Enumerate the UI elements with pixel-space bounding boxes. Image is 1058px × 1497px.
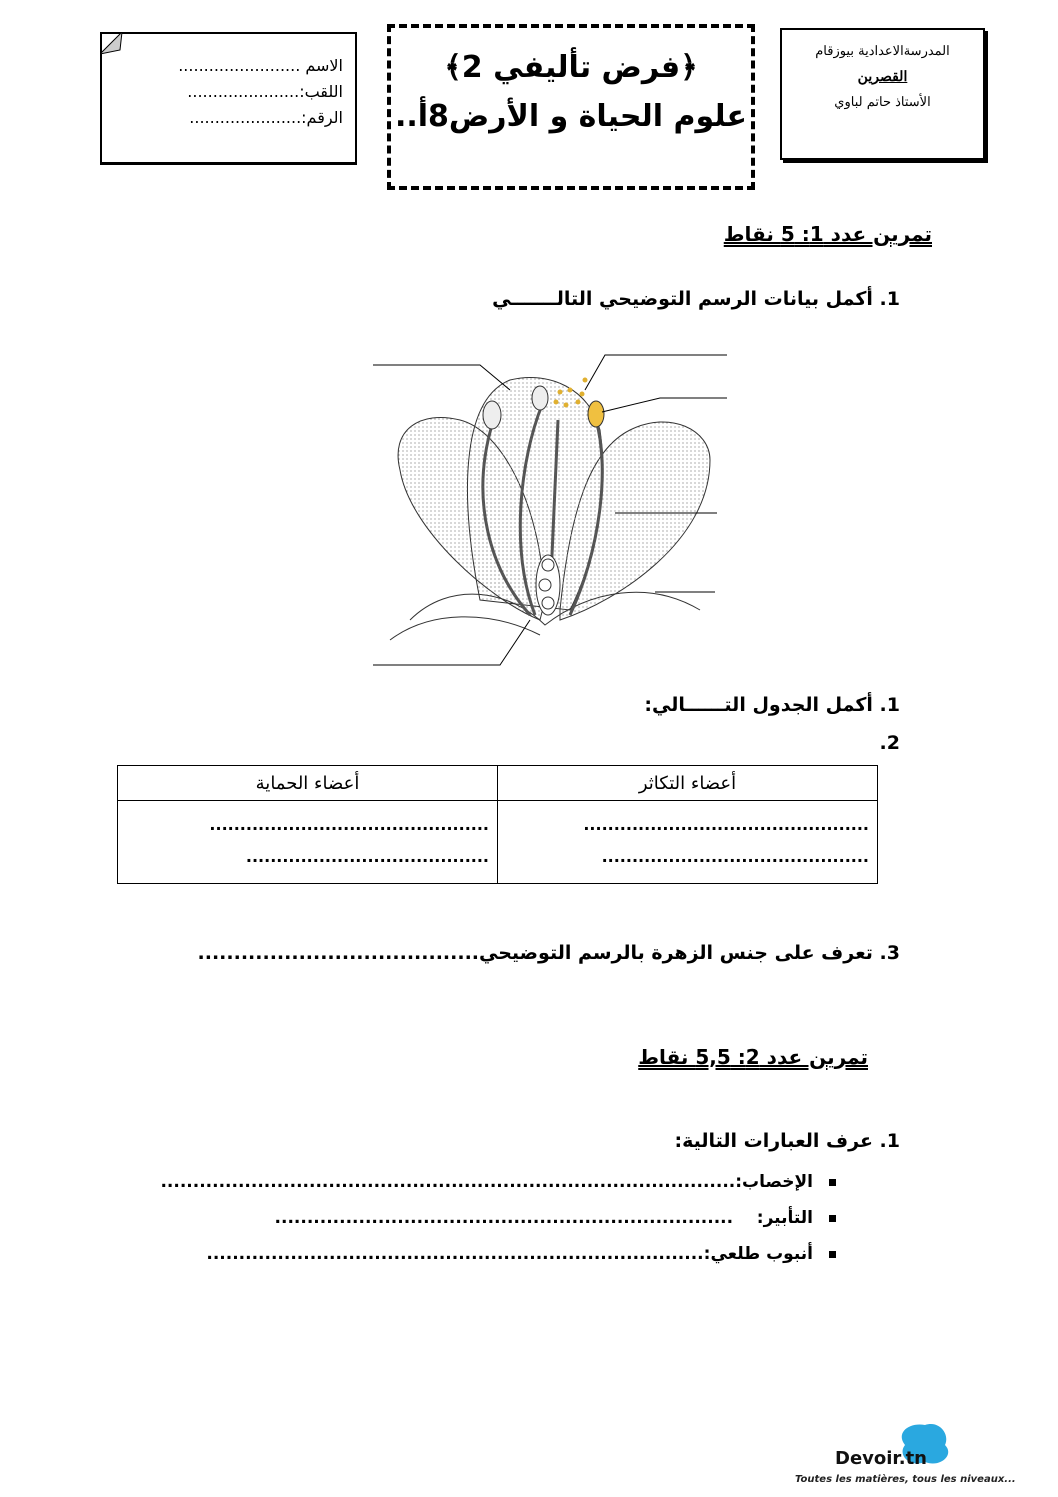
term-pollen-tube: أنبوب طلعي:............................................................................. (206, 1244, 836, 1264)
logo-brand: Devoir.tn (835, 1448, 927, 1469)
school-box (780, 28, 985, 160)
anther (588, 401, 604, 427)
exercise2-q1: 1. عرف العبارات التالية: (674, 1130, 900, 1152)
logo-tagline: Toutes les matières, tous les niveaux... (795, 1474, 1016, 1485)
school-name: المدرسةالاعدادية بيوزقام (815, 44, 950, 59)
term-fertilization: الإخصاب:......................................................................................... (160, 1172, 836, 1192)
bullet-icon (829, 1251, 836, 1258)
devoir-logo (795, 1420, 1055, 1495)
flower-diagram (370, 350, 735, 675)
table-header-reproduction: أعضاء التكاثر (498, 766, 878, 801)
name-field: الاسم ........................ (178, 56, 343, 75)
organs-table (117, 765, 878, 884)
exam-subject: علوم الحياة و الأرض8أ.. (394, 99, 748, 134)
number-field: الرقم:...................... (189, 108, 343, 127)
folded-corner-icon (100, 32, 124, 56)
exercise1-q1: 1. أكمل بيانات الرسم التوضيحي التالـــــــي (492, 288, 900, 310)
exercise1-q2: 1. أكمل الجدول التــــــالي: (644, 694, 900, 716)
anther (483, 401, 501, 429)
ovary (536, 555, 560, 615)
bullet-icon (829, 1179, 836, 1186)
anther (532, 386, 548, 410)
bullet-icon (829, 1215, 836, 1222)
exercise1-q2-number: 2. (879, 732, 900, 754)
exercise1-q3: 3. تعرف على جنس الزهرة بالرسم التوضيحي....................................... (197, 942, 900, 964)
table-header-protection: أعضاء الحماية (118, 766, 498, 801)
exercise2-heading: تمرين عدد 2: 5,5 نقاط (638, 1045, 868, 1069)
teacher-name: الأستاذ حاتم لباوي (834, 95, 931, 110)
city-name: القصرين (857, 69, 908, 85)
title-box (387, 24, 755, 190)
protection-answer[interactable]: .............................................. ........................................ (118, 801, 498, 884)
reproduction-answer[interactable]: ............................................... ............................................ (498, 801, 878, 884)
term-pollination: التأبير: ....................................................................... (275, 1208, 836, 1228)
student-info-box (100, 32, 357, 165)
table-row (118, 801, 878, 884)
exam-title: ﴿فرض تأليفي 2﴾ (444, 50, 698, 85)
exercise1-heading: تمرين عدد 1: 5 نقاط (723, 222, 932, 246)
surname-field: اللقب:...................... (187, 82, 343, 101)
